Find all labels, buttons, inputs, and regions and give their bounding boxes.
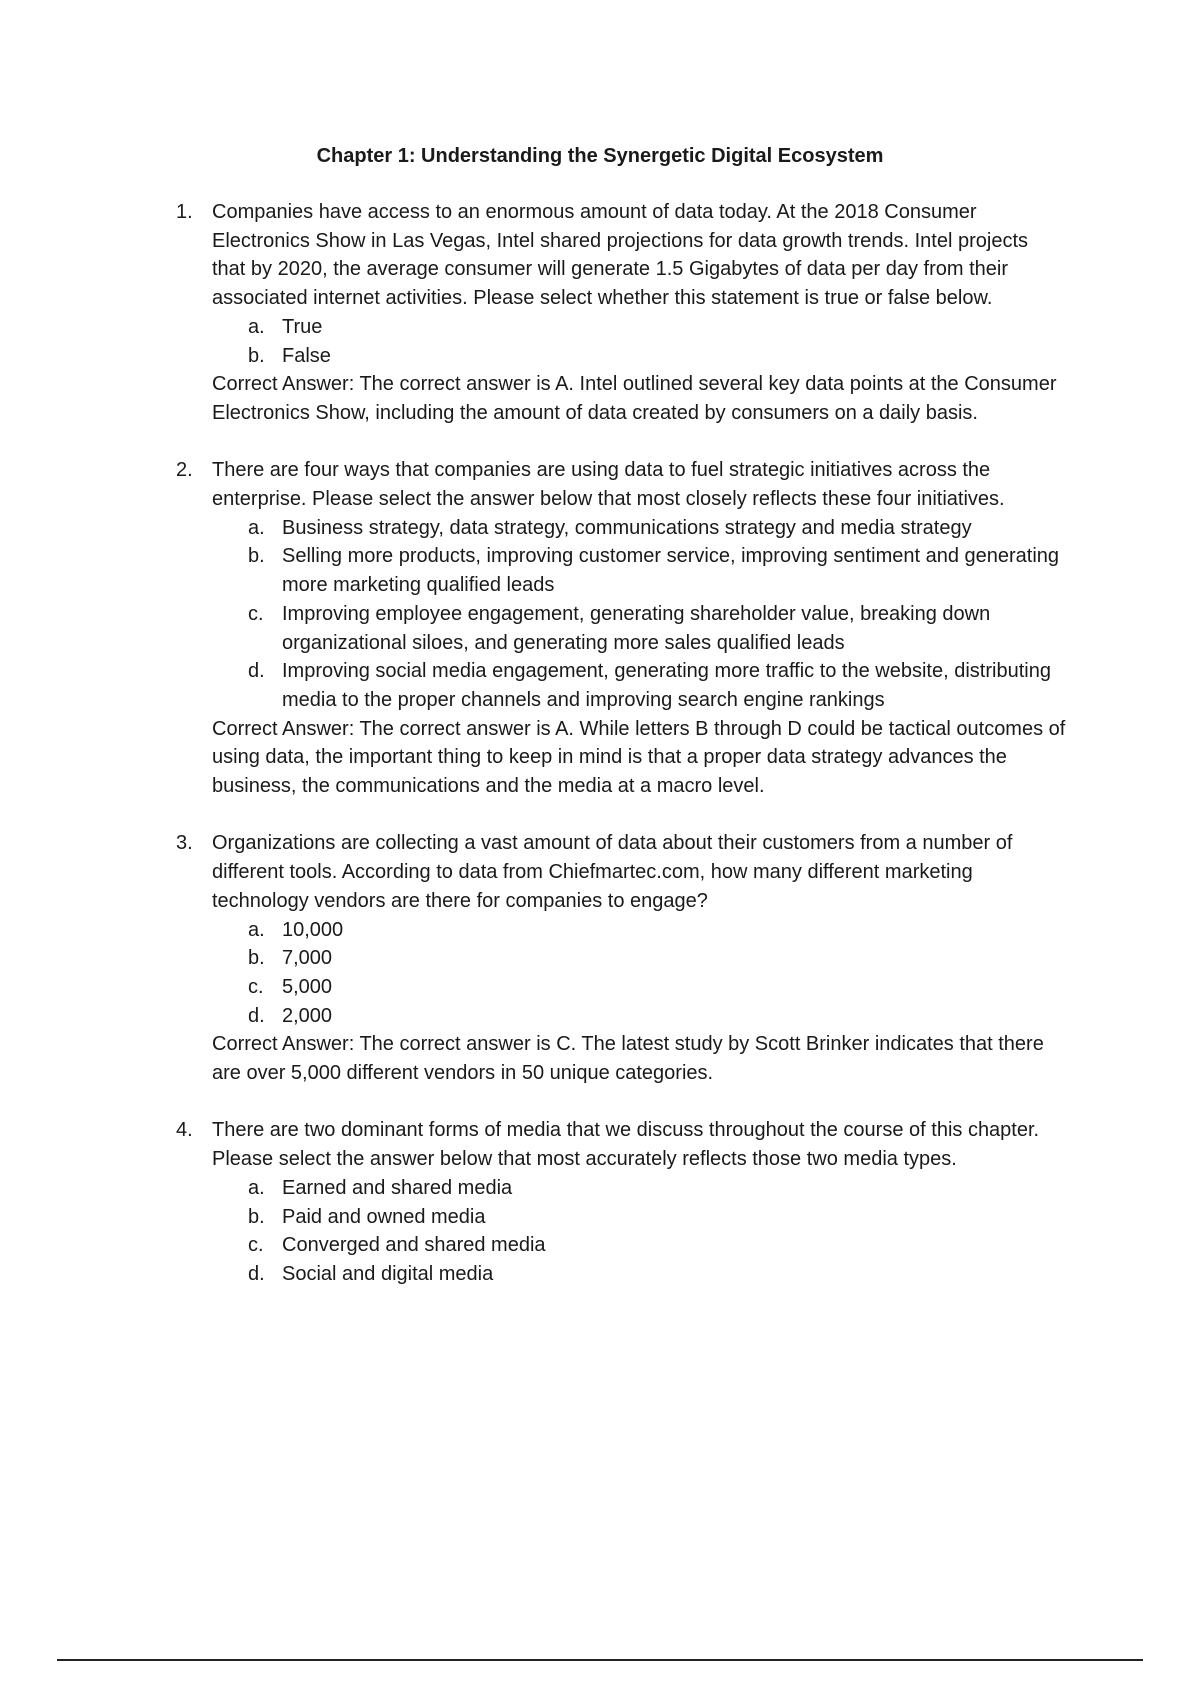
question-list <box>176 198 1066 1317</box>
option-letter: b. <box>248 344 265 367</box>
option-letter: a. <box>248 516 265 539</box>
option-text: Earned and shared media <box>282 1176 513 1199</box>
question-number: 2. <box>176 459 193 482</box>
option-list <box>212 1174 1066 1289</box>
answer-option <box>212 916 1066 945</box>
question-number: 3. <box>176 832 193 855</box>
footer-divider <box>57 1659 1143 1661</box>
option-text: Business strategy, data strategy, communications strategy and media strategy <box>282 516 972 539</box>
question-number: 4. <box>176 1119 193 1142</box>
option-list <box>212 313 1066 370</box>
answer-option <box>212 514 1066 543</box>
correct-answer-text: Correct Answer: The correct answer is C. The latest study by Scott Brinker indicates that there are over 5,000 different vendors in 50 unique categories. <box>212 1033 1044 1085</box>
answer-option <box>212 542 1066 599</box>
option-text: Paid and owned media <box>282 1205 486 1228</box>
option-letter: b. <box>248 1205 265 1228</box>
option-text: 5,000 <box>282 975 333 998</box>
option-letter: d. <box>248 1262 265 1285</box>
answer-option <box>212 342 1066 371</box>
question-text: Organizations are collecting a vast amount of data about their customers from a number of different tools. According to data from Chiefmartec.com, how many different marketing technology vendors are there for companies to engage? <box>212 832 1013 912</box>
option-text: Social and digital media <box>282 1262 494 1285</box>
option-letter: a. <box>248 315 265 338</box>
option-letter: c. <box>248 975 264 998</box>
option-text: False <box>282 344 331 367</box>
option-letter: a. <box>248 1176 265 1199</box>
answer-option <box>212 313 1066 342</box>
option-text: 2,000 <box>282 1004 333 1027</box>
correct-answer-text: Correct Answer: The correct answer is A. While letters B through D could be tactical outcomes of using data, the important thing to keep in mind is that a proper data strategy advances the business, the communications and the media at a macro level. <box>212 717 1066 798</box>
option-text: Selling more products, improving customer service, improving sentiment and generating more marketing qualified leads <box>282 545 1060 597</box>
answer-option <box>212 657 1066 714</box>
option-text: Improving social media engagement, generating more traffic to the website, distributing media to the proper channels and improving search engine rankings <box>282 660 1051 711</box>
option-letter: a. <box>248 918 265 941</box>
answer-option <box>212 1203 1066 1232</box>
option-letter: d. <box>248 660 265 683</box>
option-text: True <box>282 315 323 338</box>
question-text: There are two dominant forms of media that we discuss throughout the course of this chapter. Please select the answer below that most accurately reflects those two media types. <box>212 1119 1040 1171</box>
question-item <box>176 1116 1066 1288</box>
option-list <box>212 514 1066 715</box>
question-item <box>176 198 1066 428</box>
option-letter: b. <box>248 947 265 970</box>
option-letter: c. <box>248 602 264 625</box>
option-letter: c. <box>248 1234 264 1257</box>
question-text: There are four ways that companies are using data to fuel strategic initiatives across the enterprise. Please select the answer below that most closely reflects these four initiatives. <box>212 459 1005 511</box>
page-title: Chapter 1: Understanding the Synergetic Digital Ecosystem <box>316 145 884 167</box>
answer-option <box>212 600 1066 657</box>
answer-option <box>212 973 1066 1002</box>
question-item <box>176 829 1066 1087</box>
answer-option <box>212 944 1066 973</box>
option-letter: d. <box>248 1004 265 1027</box>
answer-option <box>212 1231 1066 1260</box>
option-list <box>212 916 1066 1031</box>
question-text: Companies have access to an enormous amount of data today. At the 2018 Consumer Electronics Show in Las Vegas, Intel shared projections for data growth trends. Intel projects that by 2020, the average consumer will generate 1.5 Gigabytes of data per day from their associated internet activities. Please select whether this statement is true or false below. <box>212 201 1028 310</box>
option-text: 10,000 <box>282 918 344 941</box>
answer-option <box>212 1260 1066 1289</box>
answer-option <box>212 1002 1066 1031</box>
correct-answer-text: Correct Answer: The correct answer is A. Intel outlined several key data points at the Consumer Electronics Show, including the amount of data created by consumers on a daily basis. <box>212 373 1057 424</box>
option-letter: b. <box>248 545 265 568</box>
option-text: 7,000 <box>282 947 333 970</box>
option-text: Converged and shared media <box>282 1234 546 1257</box>
option-text: Improving employee engagement, generating shareholder value, breaking down organizational siloes, and generating more sales qualified leads <box>282 602 991 654</box>
question-item <box>176 456 1066 800</box>
answer-option <box>212 1174 1066 1203</box>
question-number: 1. <box>176 201 193 223</box>
